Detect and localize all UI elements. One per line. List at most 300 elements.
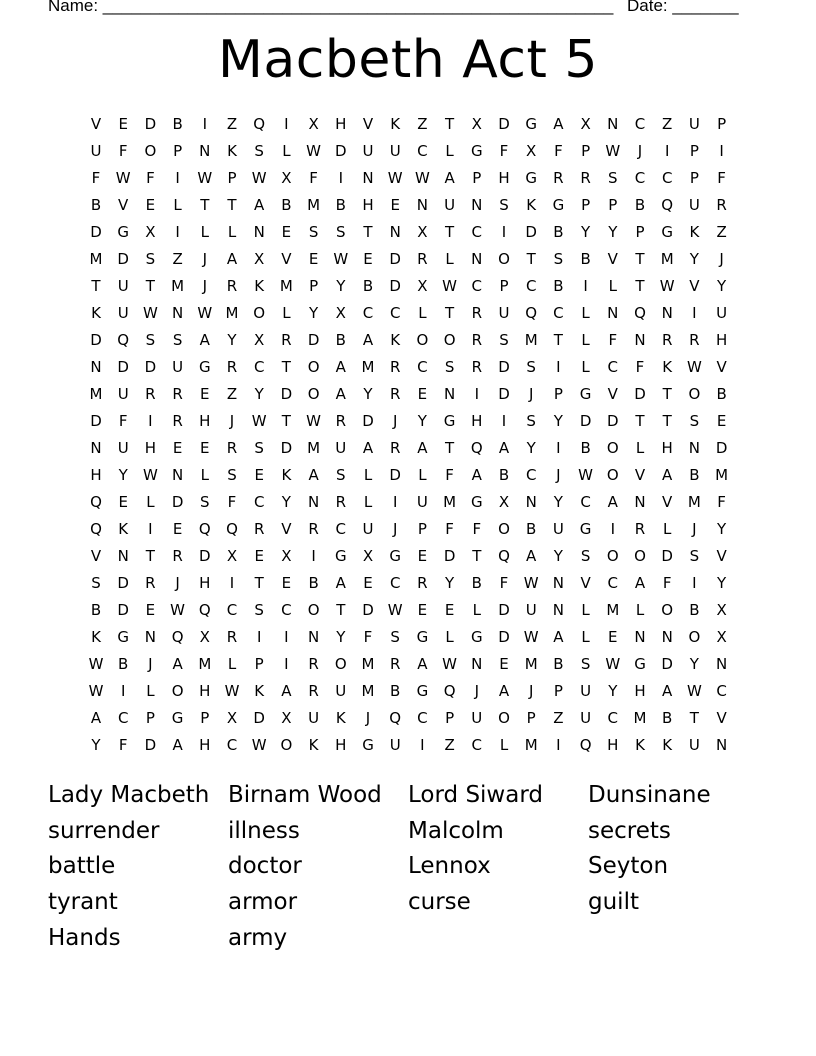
- grid-letter: W: [442, 655, 458, 673]
- grid-letter: Y: [717, 277, 727, 295]
- grid-letter: C: [471, 736, 483, 754]
- grid-letter: W: [170, 601, 186, 619]
- grid-letter: Y: [363, 385, 373, 403]
- grid-letter: G: [470, 628, 483, 646]
- grid-row: [84, 381, 735, 408]
- grid-letter: N: [199, 142, 211, 160]
- grid-letter: K: [227, 142, 237, 160]
- grid-letter: C: [335, 520, 347, 538]
- grid-letter: B: [172, 115, 183, 133]
- grid-letter: D: [117, 574, 129, 592]
- grid-letter: T: [445, 223, 455, 241]
- grid-letter: Y: [91, 736, 101, 754]
- grid-letter: M: [225, 304, 239, 322]
- word-list-item: Lady Macbeth: [48, 782, 210, 808]
- grid-letter: F: [309, 169, 318, 187]
- grid-letter: E: [417, 601, 428, 619]
- grid-letter: A: [417, 655, 428, 673]
- grid-letter: B: [308, 574, 319, 592]
- grid-letter: B: [662, 709, 673, 727]
- grid-letter: O: [661, 601, 674, 619]
- grid-letter: F: [472, 520, 482, 538]
- grid-letter: K: [526, 196, 537, 214]
- grid-letter: T: [662, 412, 672, 430]
- grid-letter: E: [172, 520, 183, 538]
- grid-letter: Z: [226, 115, 238, 133]
- grid-letter: K: [662, 358, 673, 376]
- grid-letter: B: [634, 196, 646, 214]
- word-list-item: curse: [408, 889, 471, 916]
- grid-letter: E: [145, 196, 156, 214]
- grid-letter: W: [387, 169, 403, 187]
- grid-letter: W: [333, 250, 349, 268]
- grid-letter: B: [335, 196, 346, 214]
- grid-letter: X: [580, 115, 591, 133]
- grid-letter: P: [309, 277, 319, 295]
- grid-letter: Y: [417, 412, 427, 430]
- grid-letter: V: [716, 547, 727, 565]
- grid-letter: V: [607, 385, 618, 403]
- grid-letter: F: [227, 493, 237, 511]
- grid-letter: T: [145, 547, 155, 565]
- grid-letter: X: [335, 304, 346, 322]
- grid-letter: D: [498, 115, 510, 133]
- grid-letter: X: [226, 547, 238, 565]
- grid-letter: C: [525, 466, 537, 484]
- grid-letter: B: [390, 682, 401, 700]
- grid-letter: W: [88, 682, 104, 700]
- grid-row: [84, 246, 735, 273]
- grid-letter: H: [498, 169, 510, 187]
- grid-letter: D: [199, 547, 211, 565]
- grid-letter: T: [227, 196, 237, 214]
- grid-letter: I: [719, 142, 724, 160]
- grid-letter: J: [229, 412, 235, 430]
- word-list-item: Hands: [48, 924, 121, 951]
- grid-letter: M: [524, 736, 538, 754]
- grid-row: [84, 219, 735, 246]
- grid-letter: S: [499, 196, 509, 214]
- grid-letter: D: [389, 466, 401, 484]
- grid-row: [84, 138, 735, 165]
- grid-letter: G: [117, 223, 129, 241]
- grid-letter: I: [202, 115, 208, 133]
- grid-letter: A: [172, 736, 183, 754]
- grid-letter: T: [553, 331, 563, 349]
- grid-letter: F: [118, 412, 128, 430]
- grid-row: [84, 543, 735, 570]
- grid-letter: J: [365, 709, 371, 727]
- grid-letter: L: [608, 277, 617, 295]
- grid-letter: P: [689, 169, 699, 187]
- grid-letter: Q: [198, 601, 211, 619]
- grid-letter: C: [417, 142, 428, 160]
- grid-letter: U: [389, 142, 401, 160]
- grid-letter: F: [499, 142, 509, 160]
- grid-letter: A: [281, 682, 292, 700]
- grid-letter: I: [610, 520, 616, 538]
- grid-letter: W: [686, 358, 702, 376]
- grid-letter: U: [688, 736, 700, 754]
- grid-letter: N: [715, 655, 728, 673]
- grid-letter: F: [118, 736, 128, 754]
- grid-letter: F: [499, 574, 509, 592]
- grid-letter: C: [607, 709, 619, 727]
- grid-letter: A: [607, 493, 618, 511]
- grid-letter: W: [115, 169, 131, 187]
- grid-letter: L: [200, 223, 209, 241]
- grid-letter: U: [362, 142, 374, 160]
- grid-letter: W: [659, 277, 675, 295]
- grid-letter: M: [715, 466, 729, 484]
- grid-letter: D: [498, 358, 510, 376]
- grid-letter: R: [471, 331, 483, 349]
- grid-letter: M: [606, 601, 620, 619]
- grid-letter: F: [91, 169, 101, 187]
- grid-letter: E: [254, 466, 264, 484]
- grid-letter: Q: [253, 115, 266, 133]
- grid-letter: S: [336, 466, 346, 484]
- grid-letter: F: [445, 466, 454, 484]
- grid-letter: D: [144, 736, 157, 754]
- grid-letter: X: [145, 223, 156, 241]
- word-list-row: [48, 885, 788, 921]
- grid-letter: B: [362, 277, 374, 295]
- grid-letter: V: [362, 115, 374, 133]
- grid-letter: E: [281, 223, 292, 241]
- grid-letter: E: [172, 439, 183, 457]
- word-list-row: [48, 849, 788, 885]
- grid-letter: X: [308, 115, 319, 133]
- grid-letter: K: [91, 628, 101, 646]
- grid-letter: C: [607, 358, 619, 376]
- grid-letter: W: [306, 142, 322, 160]
- word-list: [48, 778, 788, 956]
- grid-letter: R: [716, 196, 727, 214]
- grid-letter: S: [608, 169, 618, 187]
- grid-letter: N: [307, 628, 320, 646]
- grid-letter: T: [254, 574, 264, 592]
- grid-letter: O: [253, 304, 266, 322]
- grid-letter: N: [416, 196, 428, 214]
- grid-letter: P: [717, 115, 727, 133]
- grid-letter: S: [254, 142, 264, 160]
- grid-letter: T: [91, 277, 101, 295]
- grid-letter: N: [253, 223, 265, 241]
- grid-letter: P: [553, 385, 563, 403]
- grid-letter: Q: [579, 736, 592, 754]
- grid-letter: H: [661, 439, 673, 457]
- grid-letter: R: [281, 331, 292, 349]
- grid-letter: P: [173, 142, 183, 160]
- grid-letter: X: [199, 628, 210, 646]
- grid-letter: P: [200, 709, 210, 727]
- grid-letter: P: [581, 142, 591, 160]
- grid-letter: N: [688, 439, 700, 457]
- grid-letter: Y: [581, 223, 591, 241]
- grid-letter: B: [553, 277, 564, 295]
- grid-letter: T: [445, 115, 455, 133]
- grid-letter: C: [634, 169, 646, 187]
- grid-letter: I: [556, 358, 561, 376]
- grid-letter: E: [308, 250, 319, 268]
- grid-letter: I: [692, 304, 697, 322]
- grid-letter: O: [688, 628, 701, 646]
- grid-letter: I: [229, 574, 235, 592]
- grid-letter: O: [307, 385, 320, 403]
- word-list-row: [48, 921, 788, 957]
- grid-letter: Z: [553, 709, 564, 727]
- grid-letter: N: [90, 358, 102, 376]
- grid-letter: W: [224, 682, 240, 700]
- grid-letter: D: [525, 223, 537, 241]
- grid-letter: J: [474, 682, 480, 700]
- word-list-item: illness: [228, 817, 300, 844]
- grid-letter: I: [284, 628, 289, 646]
- grid-letter: S: [689, 547, 700, 565]
- grid-letter: N: [661, 628, 673, 646]
- grid-letter: Z: [662, 115, 673, 133]
- grid-letter: Q: [498, 547, 510, 565]
- grid-letter: I: [284, 115, 289, 133]
- grid-letter: S: [91, 574, 101, 592]
- grid-letter: V: [281, 250, 292, 268]
- grid-letter: L: [200, 466, 209, 484]
- grid-letter: W: [387, 601, 403, 619]
- grid-letter: N: [634, 628, 646, 646]
- grid-letter: J: [719, 250, 724, 268]
- grid-letter: N: [362, 169, 374, 187]
- grid-letter: H: [607, 736, 619, 754]
- grid-letter: B: [580, 439, 591, 457]
- grid-letter: V: [716, 358, 727, 376]
- grid-letter: W: [605, 142, 621, 160]
- grid-letter: D: [661, 655, 673, 673]
- grid-letter: I: [583, 277, 588, 295]
- grid-letter: L: [445, 250, 454, 268]
- grid-letter: L: [227, 223, 237, 241]
- grid-letter: S: [336, 223, 346, 241]
- grid-letter: C: [607, 574, 619, 592]
- grid-letter: D: [117, 358, 129, 376]
- grid-letter: N: [144, 628, 156, 646]
- grid-letter: E: [200, 439, 210, 457]
- grid-letter: L: [663, 520, 672, 538]
- grid-letter: U: [308, 709, 320, 727]
- grid-letter: W: [523, 628, 539, 646]
- grid-letter: G: [579, 385, 592, 403]
- grid-letter: B: [580, 250, 591, 268]
- grid-letter: N: [90, 439, 102, 457]
- grid-letter: D: [117, 601, 129, 619]
- grid-letter: C: [716, 682, 727, 700]
- grid-letter: J: [528, 682, 534, 700]
- grid-letter: O: [144, 142, 157, 160]
- grid-letter: O: [443, 331, 456, 349]
- grid-letter: R: [145, 385, 156, 403]
- grid-letter: C: [389, 574, 401, 592]
- grid-letter: W: [306, 412, 322, 430]
- grid-letter: B: [553, 655, 564, 673]
- grid-letter: E: [716, 412, 727, 430]
- grid-letter: W: [197, 304, 213, 322]
- grid-letter: W: [251, 412, 267, 430]
- grid-letter: I: [664, 142, 670, 160]
- grid-letter: G: [389, 547, 401, 565]
- grid-letter: X: [254, 331, 265, 349]
- grid-letter: P: [553, 682, 563, 700]
- grid-letter: C: [661, 169, 673, 187]
- grid-row: [84, 651, 735, 678]
- grid-letter: A: [172, 655, 183, 673]
- grid-letter: A: [553, 628, 564, 646]
- grid-letter: L: [227, 655, 237, 673]
- grid-letter: V: [607, 250, 618, 268]
- grid-letter: H: [471, 412, 483, 430]
- grid-letter: Y: [717, 520, 727, 538]
- grid-letter: C: [389, 304, 401, 322]
- grid-letter: I: [692, 574, 697, 592]
- word-list-item: armor: [228, 889, 298, 916]
- grid-letter: B: [90, 196, 102, 214]
- grid-letter: I: [148, 520, 153, 538]
- grid-letter: R: [308, 682, 319, 700]
- grid-letter: R: [553, 169, 564, 187]
- grid-letter: U: [688, 115, 700, 133]
- grid-letter: S: [689, 412, 700, 430]
- grid-letter: O: [334, 655, 347, 673]
- grid-letter: Y: [689, 250, 699, 268]
- grid-letter: X: [226, 709, 238, 727]
- grid-letter: U: [362, 520, 374, 538]
- grid-letter: N: [443, 385, 456, 403]
- grid-letter: T: [445, 304, 455, 322]
- grid-letter: D: [280, 439, 293, 457]
- grid-letter: T: [689, 709, 699, 727]
- grid-row: [84, 516, 735, 543]
- grid-letter: N: [171, 304, 184, 322]
- grid-letter: V: [90, 547, 102, 565]
- grid-letter: R: [471, 358, 483, 376]
- grid-letter: D: [607, 412, 619, 430]
- grid-letter: M: [279, 277, 293, 295]
- grid-letter: U: [117, 277, 129, 295]
- grid-letter: Q: [661, 196, 674, 214]
- grid-letter: D: [253, 709, 265, 727]
- grid-letter: T: [200, 196, 210, 214]
- grid-letter: W: [605, 655, 621, 673]
- grid-letter: L: [363, 466, 373, 484]
- grid-letter: E: [363, 574, 373, 592]
- grid-letter: S: [444, 358, 455, 376]
- grid-letter: R: [389, 655, 401, 673]
- grid-letter: N: [607, 304, 619, 322]
- grid-letter: R: [308, 655, 319, 673]
- grid-letter: S: [499, 331, 509, 349]
- grid-row: [84, 705, 735, 732]
- grid-letter: W: [578, 466, 594, 484]
- grid-letter: D: [443, 547, 456, 565]
- grid-letter: X: [471, 115, 482, 133]
- grid-letter: X: [281, 547, 292, 565]
- grid-letter: K: [335, 709, 346, 727]
- grid-letter: R: [172, 547, 183, 565]
- grid-letter: C: [417, 709, 428, 727]
- grid-letter: D: [579, 412, 592, 430]
- grid-letter: T: [526, 250, 536, 268]
- grid-letter: D: [90, 223, 102, 241]
- grid-letter: A: [526, 547, 537, 565]
- grid-letter: M: [687, 493, 701, 511]
- grid-letter: T: [281, 358, 291, 376]
- grid-letter: Z: [716, 223, 727, 241]
- grid-letter: I: [338, 169, 344, 187]
- grid-letter: M: [361, 682, 375, 700]
- grid-letter: M: [307, 196, 321, 214]
- grid-letter: R: [580, 169, 591, 187]
- grid-letter: A: [498, 682, 510, 700]
- grid-letter: U: [525, 601, 537, 619]
- grid-letter: B: [689, 601, 700, 619]
- grid-letter: I: [501, 223, 507, 241]
- grid-letter: U: [389, 736, 401, 754]
- grid-letter: B: [716, 385, 727, 403]
- grid-letter: D: [498, 385, 510, 403]
- grid-letter: O: [498, 520, 510, 538]
- grid-row: [84, 165, 735, 192]
- grid-letter: N: [471, 250, 483, 268]
- grid-letter: U: [580, 709, 592, 727]
- grid-letter: S: [145, 250, 156, 268]
- grid-letter: R: [335, 412, 347, 430]
- grid-letter: S: [254, 601, 264, 619]
- grid-letter: T: [635, 277, 645, 295]
- grid-letter: U: [580, 682, 592, 700]
- grid-letter: A: [362, 331, 374, 349]
- grid-row: [84, 327, 735, 354]
- grid-letter: U: [498, 304, 510, 322]
- grid-letter: U: [688, 196, 700, 214]
- grid-letter: J: [528, 385, 534, 403]
- grid-letter: M: [524, 331, 538, 349]
- grid-letter: A: [553, 115, 564, 133]
- grid-letter: M: [633, 709, 647, 727]
- grid-letter: W: [414, 169, 430, 187]
- grid-row: [84, 624, 735, 651]
- grid-letter: T: [635, 250, 645, 268]
- grid-letter: C: [226, 601, 238, 619]
- grid-letter: H: [199, 412, 211, 430]
- grid-letter: Q: [90, 493, 102, 511]
- grid-letter: X: [498, 493, 510, 511]
- grid-letter: I: [420, 736, 425, 754]
- grid-letter: Z: [417, 115, 428, 133]
- grid-letter: J: [202, 250, 208, 268]
- grid-letter: R: [253, 520, 265, 538]
- grid-letter: D: [144, 115, 157, 133]
- grid-letter: L: [581, 358, 590, 376]
- grid-letter: C: [553, 304, 564, 322]
- grid-letter: T: [635, 412, 645, 430]
- grid-letter: X: [362, 547, 374, 565]
- grid-letter: E: [417, 547, 428, 565]
- grid-letter: A: [417, 439, 428, 457]
- grid-letter: A: [254, 196, 265, 214]
- grid-letter: M: [198, 655, 212, 673]
- grid-letter: I: [284, 655, 289, 673]
- grid-letter: P: [581, 196, 591, 214]
- grid-letter: P: [254, 655, 264, 673]
